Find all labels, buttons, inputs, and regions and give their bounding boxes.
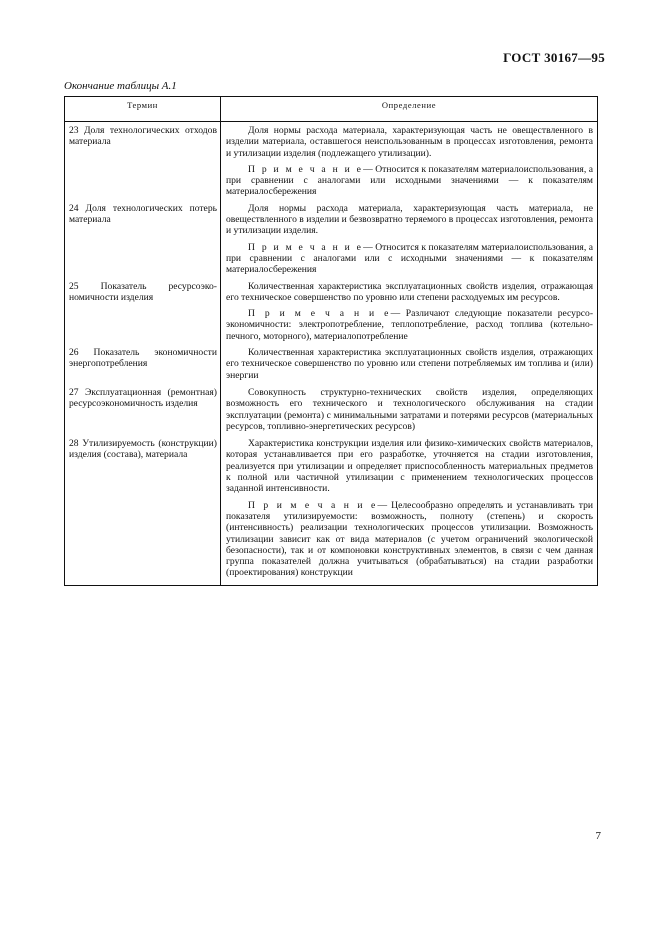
table-row [65,437,598,585]
term-cell [65,202,221,280]
page-number: 7 [595,830,601,842]
note-text: — Целесообразно определять и устанавливать три показателя утилизируемости: возможность, полноту (степень) и скорость (интенсивность) реализации технологических процессов утилизации. Возможность утилизации зависит как от вида материалов (с учетом ограничений экологической безопасности), так и от компоновки конструктивных элементов, в связи с чем данная группа показателей должна учитываться (обрабатываться) на стадии разработки (проектирования) конструкции [226,499,594,579]
definition-text: Количественная характеристика эксплуатационных свойств изделия, отражающих его техническое совершенство по уровню или степени потребляемых им топлива и (или) энергии [226,347,593,381]
table-row [65,280,598,346]
term-text: 28 Утилизируемость (конструкции) изделия (состава), материала [69,438,217,461]
definition-cell [221,346,598,386]
note-text: — Относится к показателям материалоиспользования, а при сравнении с аналогами или исходными значениями — к показателям материалосбережения [226,163,593,198]
definition-text: Совокупность структурно-технических свойств изделия, определяющих возможность его технического и технологического обслуживания на стадии эксплуатации (ремонта) с минимальными затратами и потерями ресурсов (материальных ресурсов, топливно-энергетических ресурсов) [226,386,593,432]
note-label: П р и м е ч а н и е [248,308,391,320]
note-paragraph [226,308,593,342]
note-text: — Различают следующие показатели ресурсоэкономичности: электропотребление, теплопотребление, расход топлива (котельно-печного, моторного), материалопотребление [226,308,594,342]
definition-cell [221,437,598,585]
term-text: 24 Доля технологических потерь материала [69,202,217,226]
header-term: Термин [65,97,221,122]
definition-text: Доля нормы расхода материала, характеризующая часть материала, не овеществленного в изделии и безвозвратно теряемого в процессах изготовления, ремонта и утилизации изделия. [226,202,593,237]
table-row [65,346,598,386]
term-text: 25 Показатель ресурсоэкономичности изделия [69,280,217,303]
table-caption: Окончание таблицы А.1 [64,80,177,92]
note-text: — Относится к показателям материалоиспользования, а при сравнении с аналогами или с исходными значениями — к показателям материалосбережения [226,241,593,276]
definition-text: Количественная характеристика эксплуатационных свойств изделия, отражающая его техническое совершенство по уровню или степени расходуемых им ресурсов. [226,280,593,303]
note-label: П р и м е ч а н и е [248,499,378,511]
definition-cell [221,280,598,346]
term-cell [65,386,221,437]
table-body [65,122,598,586]
term-cell [65,280,221,346]
note-label: П р и м е ч а н и е [248,241,364,253]
header-definition: Определение [221,97,598,122]
note-paragraph [226,500,593,579]
terms-table-container [64,96,597,586]
term-text: 26 Показатель экономичности энергопотребления [69,347,217,370]
definition-text: Доля нормы расхода материала, характеризующая часть не овеществленного в изделии материала, оставшегося неиспользованным в процессах изготовления, ремонта и утилизации изделия (подлежащего утилизации). [226,125,593,159]
document-code: ГОСТ 30167—95 [503,50,605,65]
table-row [65,386,598,437]
definition-cell [221,122,598,202]
term-text: 23 Доля технологических отходов материала [69,125,217,148]
definition-cell [221,386,598,437]
term-cell [65,437,221,585]
definition-cell [221,202,598,280]
table-row [65,202,598,280]
note-paragraph [226,164,593,198]
term-cell [65,122,221,202]
term-cell [65,346,221,386]
note-paragraph [226,242,593,276]
term-text: 27 Эксплуатационная (ремонтная) ресурсоэкономичность изделия [69,386,217,410]
terms-table [64,96,598,586]
note-label: П р и м е ч а н и е [248,163,364,175]
table-row [65,122,598,202]
table-header-row [65,97,598,122]
definition-text: Характеристика конструкции изделия или физико-химических свойств материалов, которая устанавливается при его разработке, уточняется на стадии изготовления, реализуется при утилизации и определяет приспособленность материальных предметов к полной или частичной утилизации с применением технологических процессов заданной интенсивности. [226,438,593,495]
